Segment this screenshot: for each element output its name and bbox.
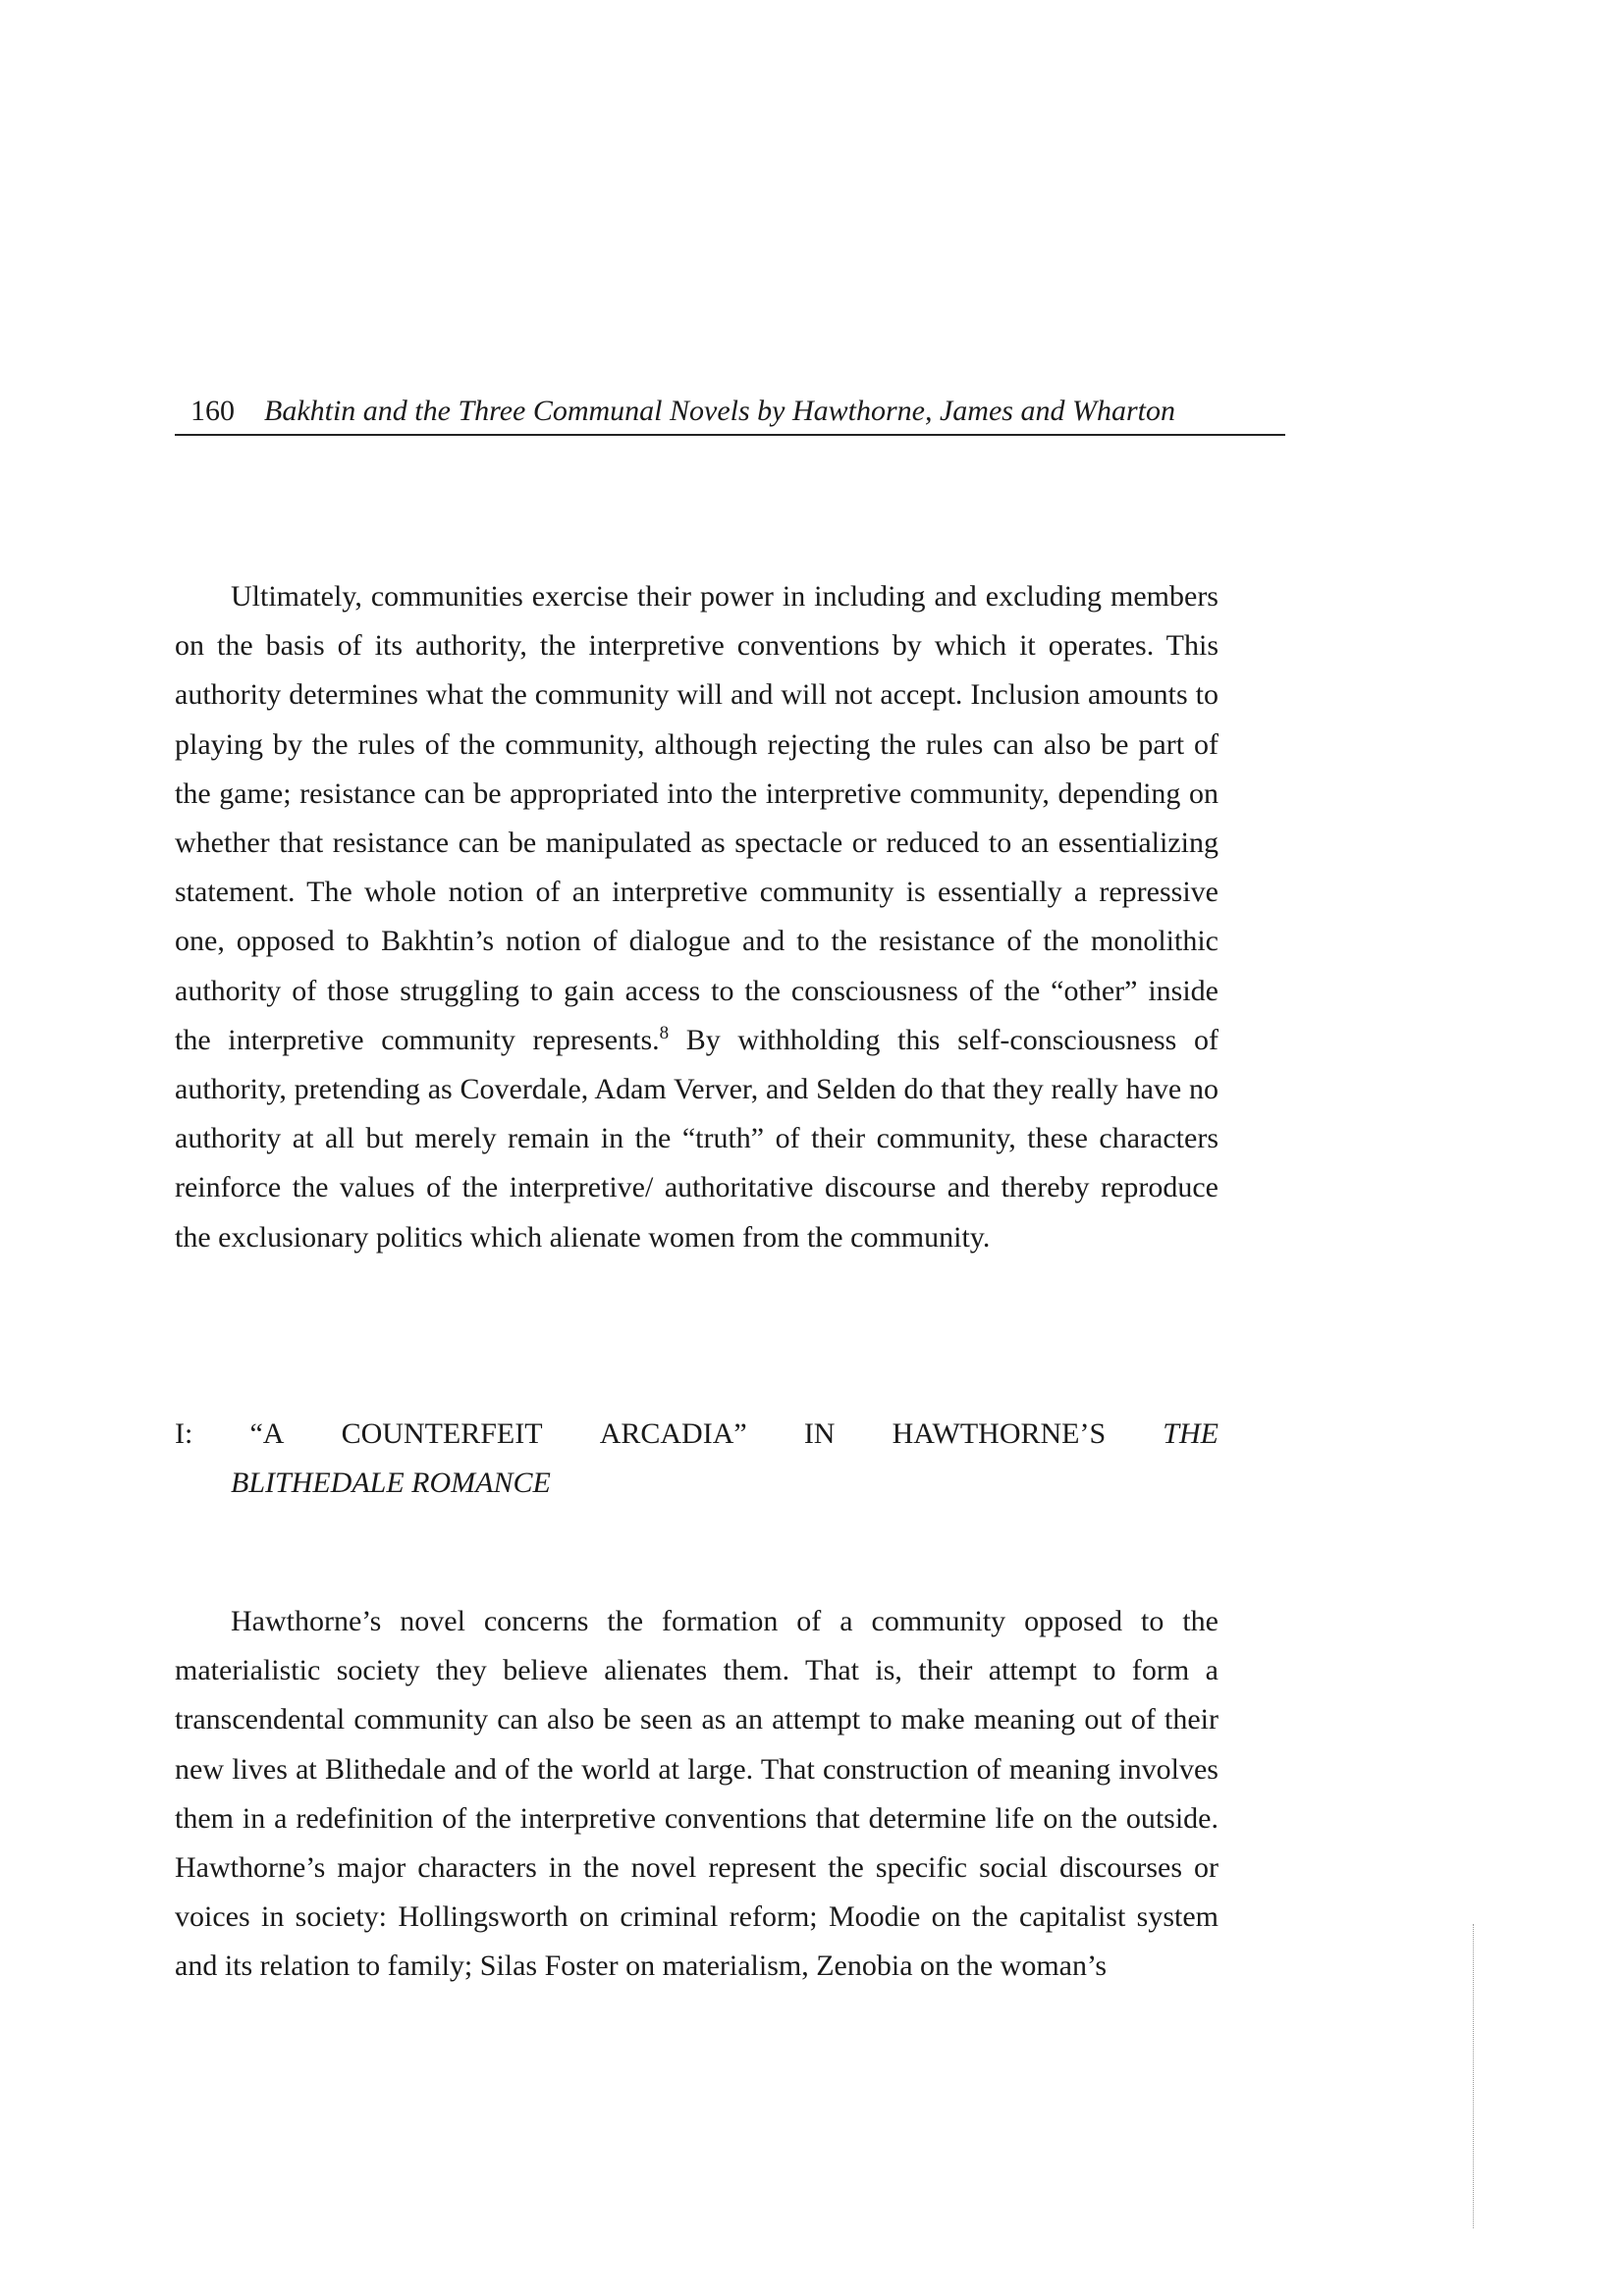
body-paragraph-1 [175, 572, 1218, 1262]
page-number: 160 [190, 395, 235, 427]
heading-word: COUNTERFEIT [341, 1417, 543, 1450]
heading-word: I: [175, 1417, 193, 1450]
paragraph-text-part2: By withholding this self-consciousness of authority, pretending as Coverdale, Adam Verver, and Selden do that they really have no authority at all but merely remain in the “truth” of their community, these characters reinforce the values of the interpretive/ authoritative discourse and thereby reproduce the exclusionary politics which alienate women from the community. [175, 1023, 1218, 1254]
paragraph-text [175, 572, 1218, 1262]
section-heading-line1 [175, 1410, 1218, 1459]
section-heading-line2: BLITHEDALE ROMANCE [231, 1467, 551, 1499]
heading-word: THE [1163, 1417, 1218, 1450]
paragraph-text: Hawthorne’s novel concerns the formation of a community opposed to the materialistic society they believe alienates them. That is, their attempt to form a transcendental community can also be seen as an attempt to make meaning out of their new lives at Blithedale and of the world at large. That construction of meaning involves them in a redefinition of the interpretive conventions that determine life on the outside. Hawthorne’s major characters in the novel represent the specific social discourses or voices in society: Hollingsworth on criminal reform; Moodie on the capitalist system and its relation to family; Silas Foster on materialism, Zenobia on the woman’s [175, 1605, 1218, 1983]
running-head [175, 389, 1285, 436]
body-paragraph-2 [175, 1597, 1218, 1992]
section-heading [175, 1410, 1218, 1508]
paragraph-text-part1: Ultimately, communities exercise their power in including and excluding members on the basis of its authority, the interpretive conventions by which it operates. This authority determines what the community will and will not accept. Inclusion amounts to playing by the rules of the community, although rejecting the rules can also be part of the game; resistance can be appropriated into the interpretive community, depending on whether that resistance can be manipulated as spectacle or reduced to an essentializing statement. The whole notion of an interpretive community is essentially a repressive one, opposed to Bakhtin’s notion of dialogue and to the resistance of the monolithic authority of those struggling to gain access to the consciousness of the “other” inside the interpretive community represents. [175, 580, 1218, 1056]
heading-word: HAWTHORNE’S [892, 1417, 1107, 1450]
heading-word: “A [249, 1417, 285, 1450]
heading-word: IN [803, 1417, 836, 1450]
heading-word: ARCADIA” [599, 1417, 747, 1450]
running-title: Bakhtin and the Three Communal Novels by Hawthorne, James and Wharton [264, 395, 1175, 427]
footnote-reference: 8 [659, 1022, 670, 1043]
margin-rule [1473, 1924, 1475, 2228]
